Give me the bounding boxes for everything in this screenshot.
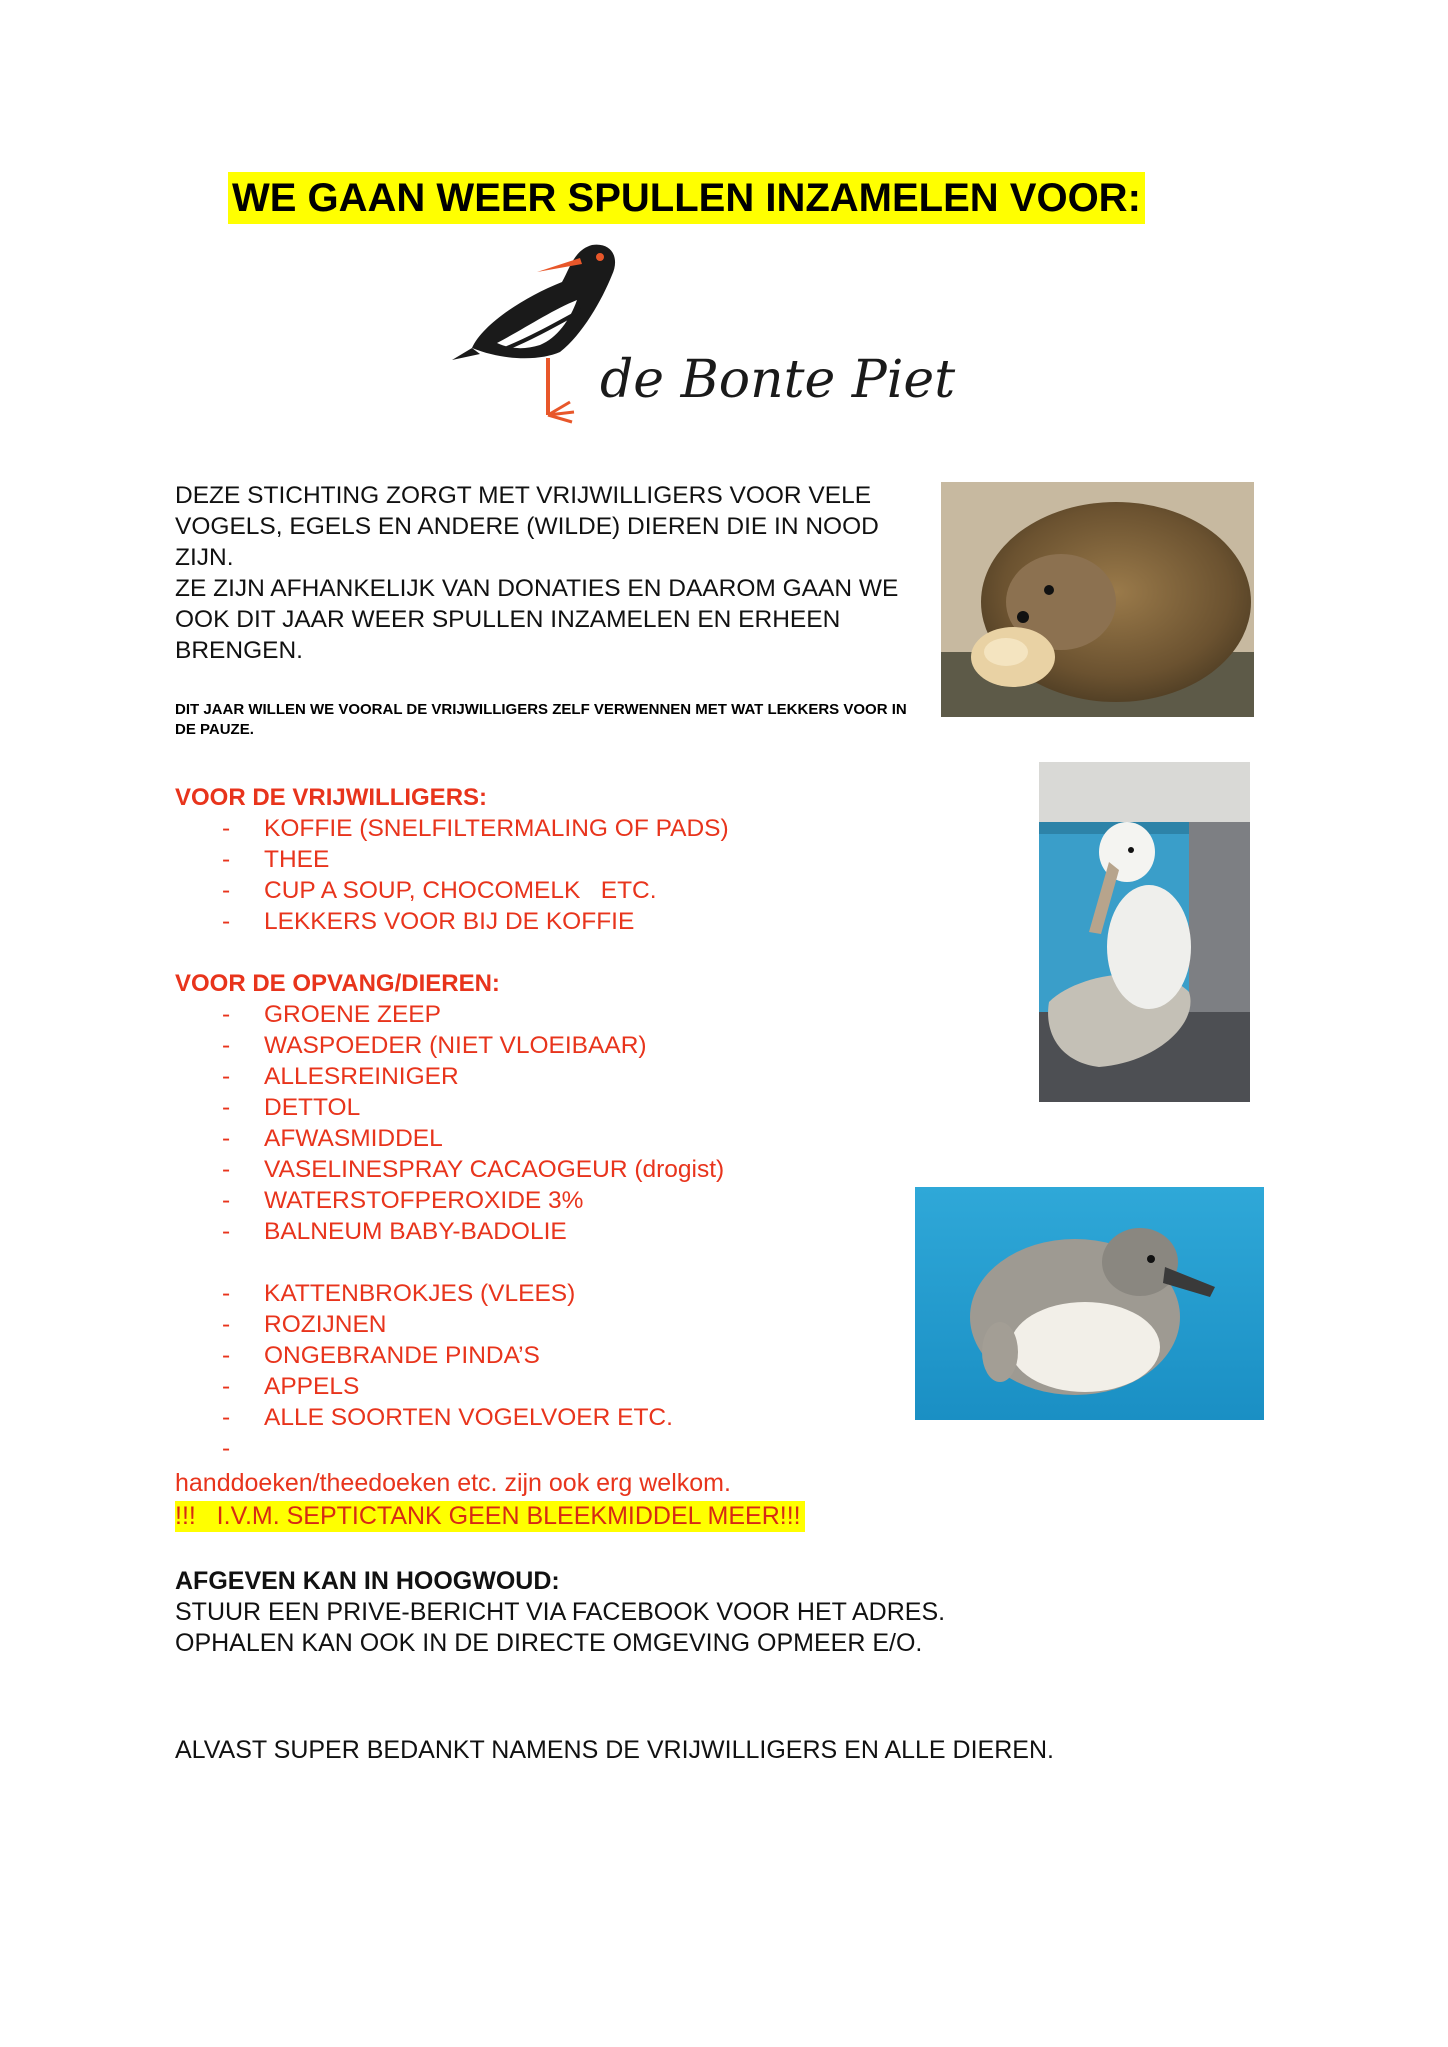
list-item: - KOFFIE (SNELFILTERMALING OF PADS) — [222, 815, 729, 842]
volunteer-note: DIT JAAR WILLEN WE VOORAL DE VRIJWILLIGERS ZELF VERWENNEN MET WAT LEKKERS VOOR IN DE PAUZE. — [175, 701, 907, 738]
list-item: - DETTOL — [222, 1094, 361, 1121]
intro-paragraph: DEZE STICHTING ZORGT MET VRIJWILLIGERS VOOR VELE VOGELS, EGELS EN ANDERE (WILDE) DIEREN DIE IN NOOD ZIJN. — [175, 482, 879, 571]
towels-welcome: handdoeken/theedoeken etc. zijn ook erg welkom. — [175, 1469, 731, 1497]
volunteers-heading: VOOR DE VRIJWILLIGERS: — [175, 784, 488, 811]
list-item: - ROZIJNEN — [222, 1311, 387, 1338]
shelter-list — [175, 999, 935, 1247]
list-item: - AFWASMIDDEL — [222, 1125, 443, 1152]
spoonbill-photo — [1039, 762, 1250, 1102]
intro-paragraph: ZE ZIJN AFHANKELIJK VAN DONATIES EN DAAROM GAAN WE OOK DIT JAAR WEER SPULLEN INZAMELEN EN ERHEEN BRENGEN. — [175, 575, 899, 664]
list-item: - CUP A SOUP, CHOCOMELK ETC. — [222, 877, 657, 904]
list-item: - ALLE SOORTEN VOGELVOER ETC. — [222, 1404, 673, 1431]
list-item: - GROENE ZEEP — [222, 1001, 441, 1028]
list-item: - THEE — [222, 846, 330, 873]
dropoff-line: STUUR EEN PRIVE-BERICHT VIA FACEBOOK VOOR HET ADRES. — [175, 1598, 946, 1626]
dropoff-line: OPHALEN KAN OOK IN DE DIRECTE OMGEVING OPMEER E/O. — [175, 1629, 923, 1657]
list-item: - WASPOEDER (NIET VLOEIBAAR) — [222, 1032, 647, 1059]
hedgehog-icon — [941, 482, 1254, 717]
hedgehog-photo — [941, 482, 1254, 717]
bleach-warning: !!! I.V.M. SEPTICTANK GEEN BLEEKMIDDEL MEER!!! — [175, 1501, 805, 1532]
list-item: - ONGEBRANDE PINDA’S — [222, 1342, 540, 1369]
dropoff-info — [175, 1566, 945, 1659]
volunteers-list — [175, 813, 935, 937]
dropoff-heading: AFGEVEN KAN IN HOOGWOUD: — [175, 1567, 560, 1595]
logo-wordmark: de Bonte Piet — [600, 350, 956, 410]
spoonbill-icon — [1039, 762, 1250, 1102]
list-item: - APPELS — [222, 1373, 360, 1400]
thanks-text: ALVAST SUPER BEDANKT NAMENS DE VRIJWILLIGERS EN ALLE DIEREN. — [175, 1736, 1054, 1764]
list-item: - WATERSTOFPEROXIDE 3% — [222, 1187, 584, 1214]
page-title: WE GAAN WEER SPULLEN INZAMELEN VOOR: — [228, 172, 1145, 224]
list-item: - VASELINESPRAY CACAOGEUR (drogist) — [222, 1156, 725, 1183]
list-item: - ALLESREINIGER — [222, 1063, 459, 1090]
list-item: - BALNEUM BABY-BADOLIE — [222, 1218, 567, 1245]
shelter-food-list: - KATTENBROKJES (VLEES) - ROZIJNEN - ONGEBRANDE PINDA’S - APPELS - ALLE SOORTEN VOGELVOER ETC. - — [175, 1278, 935, 1433]
bonte-piet-logo — [452, 230, 956, 440]
list-item: - LEKKERS VOOR BIJ DE KOFFIE — [222, 908, 635, 935]
donation-lists — [175, 782, 935, 1462]
intro-text — [175, 480, 915, 666]
shelter-heading: VOOR DE OPVANG/DIEREN: — [175, 970, 500, 997]
list-item: - KATTENBROKJES (VLEES) — [222, 1280, 576, 1307]
duckling-photo — [915, 1187, 1264, 1420]
duckling-icon — [915, 1187, 1264, 1420]
